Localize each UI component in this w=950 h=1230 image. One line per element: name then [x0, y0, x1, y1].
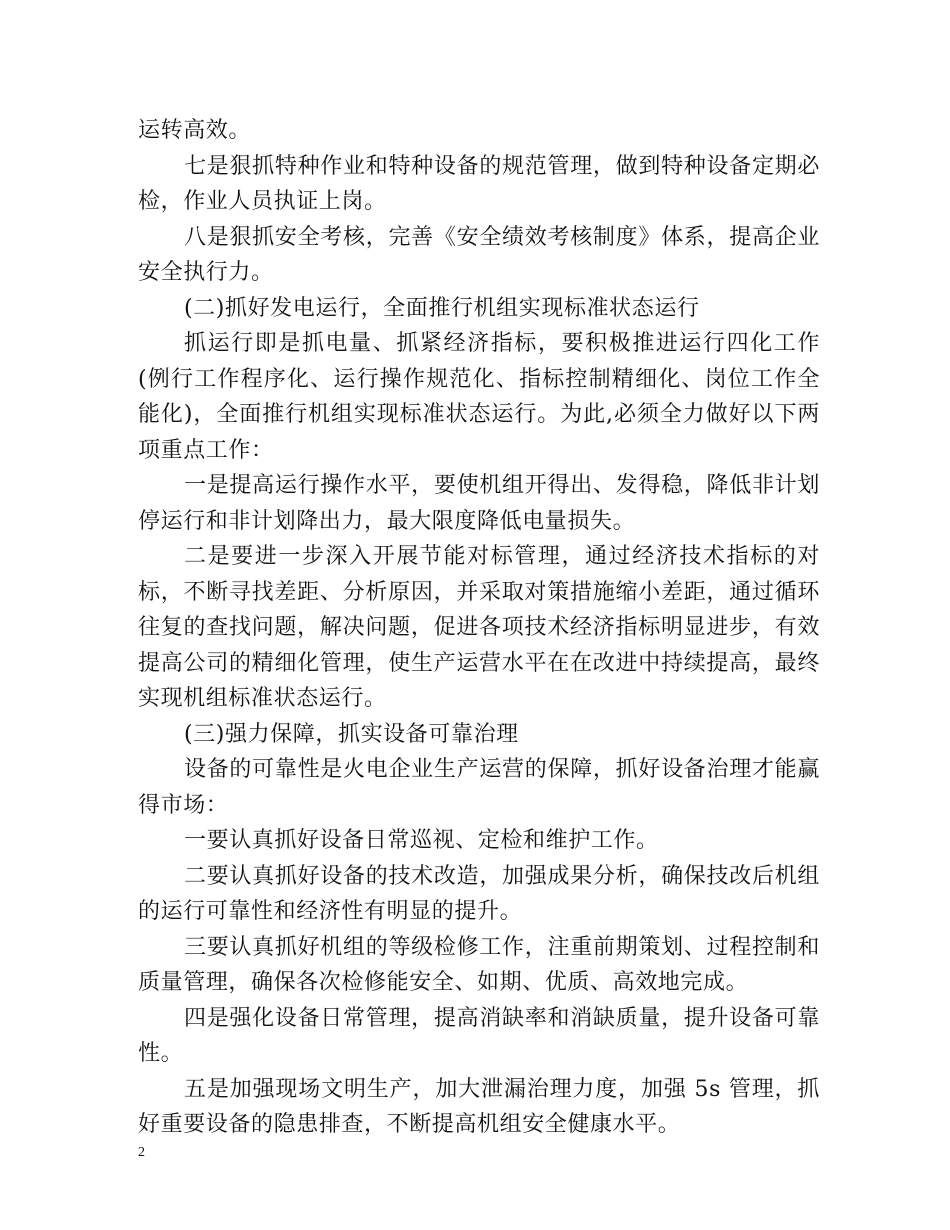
paragraph: 运转高效。: [138, 118, 252, 143]
paragraph: 三要认真抓好机组的等级检修工作，注重前期策划、过程控制和质量管理，确保各次检修能安全、如期、优质、高效地完成。: [138, 934, 820, 995]
paragraph: 五是加强现场文明生产，加大泄漏治理力度，加强 5s 管理，抓好重要设备的隐患排查，不断提高机组安全健康水平。: [138, 1076, 820, 1137]
document-body: [138, 113, 820, 1143]
paragraph: 四是强化设备日常管理，提高消缺率和消缺质量，提升设备可靠性。: [138, 1005, 820, 1066]
section-heading: (三)强力保障，抓实设备可靠治理: [184, 721, 519, 747]
paragraph: 设备的可靠性是火电企业生产运营的保障，抓好设备治理才能赢得市场：: [138, 757, 820, 818]
section-heading: (二)抓好发电运行，全面推行机组实现标准状态运行: [184, 295, 700, 321]
paragraph: 八是狠抓安全考核，完善《安全绩效考核制度》体系，提高企业安全执行力。: [138, 224, 820, 285]
paragraph: 一要认真抓好设备日常巡视、定检和维护工作。: [184, 828, 659, 853]
paragraph: 七是狠抓特种作业和特种设备的规范管理，做到特种设备定期必检，作业人员执证上岗。: [138, 153, 820, 214]
paragraph: 二是要进一步深入开展节能对标管理，通过经济技术指标的对标，不断寻找差距、分析原因，并采取对策措施缩小差距，通过循环往复的查找问题，解决问题，促进各项技术经济指标明显进步，有效提高公司的精细化管理，使生产运营水平在在改进中持续提高，最终实现机组标准状态运行。: [138, 544, 820, 711]
paragraph: 一是提高运行操作水平，要使机组开得出、发得稳，降低非计划停运行和非计划降出力，最大限度降低电量损失。: [138, 473, 820, 534]
paragraph: 二要认真抓好设备的技术改造，加强成果分析，确保技改后机组的运行可靠性和经济性有明显的提升。: [138, 863, 820, 924]
paragraph: 抓运行即是抓电量、抓紧经济指标，要积极推进运行四化工作(例行工作程序化、运行操作规范化、指标控制精细化、岗位工作全能化)，全面推行机组实现标准状态运行。为此,必须全力做好以下两项重点工作：: [138, 331, 820, 463]
page-number: 2: [138, 1145, 145, 1160]
